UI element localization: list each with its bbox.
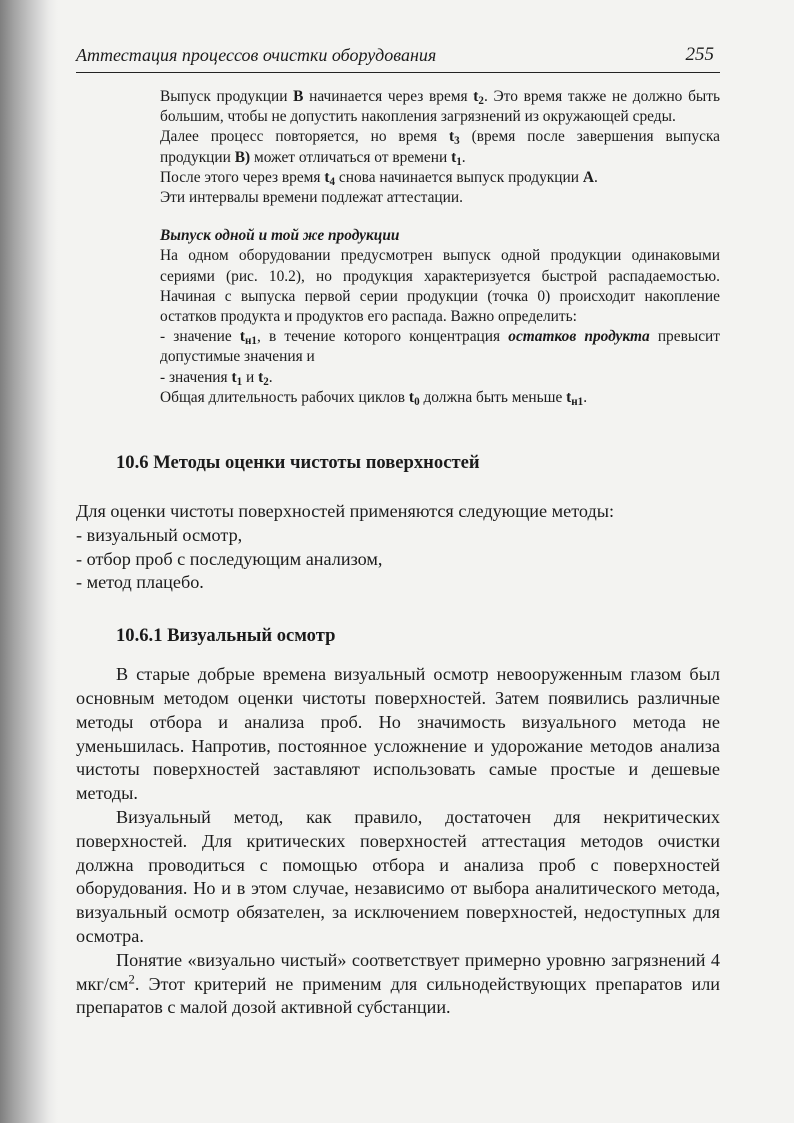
paragraph-visually-clean: Понятие «визуально чистый» соответствует примерно уровню загрязнений 4 мкг/$см^2$. Этот критерий не применим для сильнодействующих препаратов или препаратов с малой дозой активной субстанции. [76,949,720,1018]
upper-text-block [160,87,720,408]
method-item-placebo: - метод плацебо. [76,572,204,593]
running-title: Аттестация процессов очистки оборудования [76,45,437,65]
page-number: 255 [685,44,714,65]
paragraph-same-product: На одном оборудовании предусмотрен выпуск одной продукции одинаковыми сериями (рис. 10.2), но продукция характеризуется быстрой распадаемостью. Начиная с выпуска первой серии продукции (точка 0) происходит накопление остатков продукта и продуктов его распада. Важно определить: [160,247,720,326]
methods-intro: Для оценки чистоты поверхностей применяются следующие методы: [76,501,614,522]
paragraph-visual-history: В старые добрые времена визуальный осмотр невооруженным глазом был основным методом оценки чистоты поверхностей. Затем появились различные методы отбора и анализа проб. Но значимость визуального метода не уменьшилась. Напротив, постоянное усложнение и удорожание методов анализа чистоты поверхностей заставляют использовать самые простые и дешевые методы. [76,664,720,804]
method-item-visual: - визуальный осмотр, [76,524,243,545]
section-heading: 10.6 Методы оценки чистоты поверхностей [116,452,480,474]
paragraph-repeat: Далее процесс повторяется, но время $t_3$ (время после завершения выпуска продукции B) может отличаться от времени $t_1$. [160,128,720,168]
book-page [76,38,720,1020]
list-item-t1-t2: - значения $t_1$ и $t_2$. [160,368,273,388]
list-item-tn1: - значение $t_{н1}$, в течение которого концентрация остатков продукта превысит допустимые значения и [160,328,720,366]
paragraph-total-duration: Общая длительность рабочих циклов $t_0$ должна быть меньше $t_{н1}$. [160,388,588,408]
paragraph-restart-a: После этого через время $t_4$ снова начинается выпуск продукции A. [160,168,598,188]
subsection-heading: 10.6.1 Визуальный осмотр [116,625,336,647]
visual-inspection-block [76,663,720,1020]
subheading-same-product: Выпуск одной и той же продукции [160,227,400,245]
method-item-sampling: - отбор проб с последующим анализом, [76,548,383,569]
paragraph-release-b: Выпуск продукции B начинается через время $t_2$. Это время также не должно быть большим, чтобы не допустить накопления загрязнений из окружающей среды. [160,88,720,126]
paragraph-visual-sufficiency: Визуальный метод, как правило, достаточен для некритических поверхностей. Для критических поверхностей аттестация методов очистки должна проводиться с помощью отбора и анализа проб с поверхностей оборудования. Но и в этом случае, независимо от выбора аналитического метода, визуальный осмотр обязателен, за исключением поверхностей, недоступных для осмотра. [76,807,720,946]
running-header [76,38,720,73]
paragraph-intervals: Эти интервалы времени подлежат аттестации. [160,189,463,207]
scan-edge-shadow [0,0,58,1123]
methods-list-block [76,500,720,595]
